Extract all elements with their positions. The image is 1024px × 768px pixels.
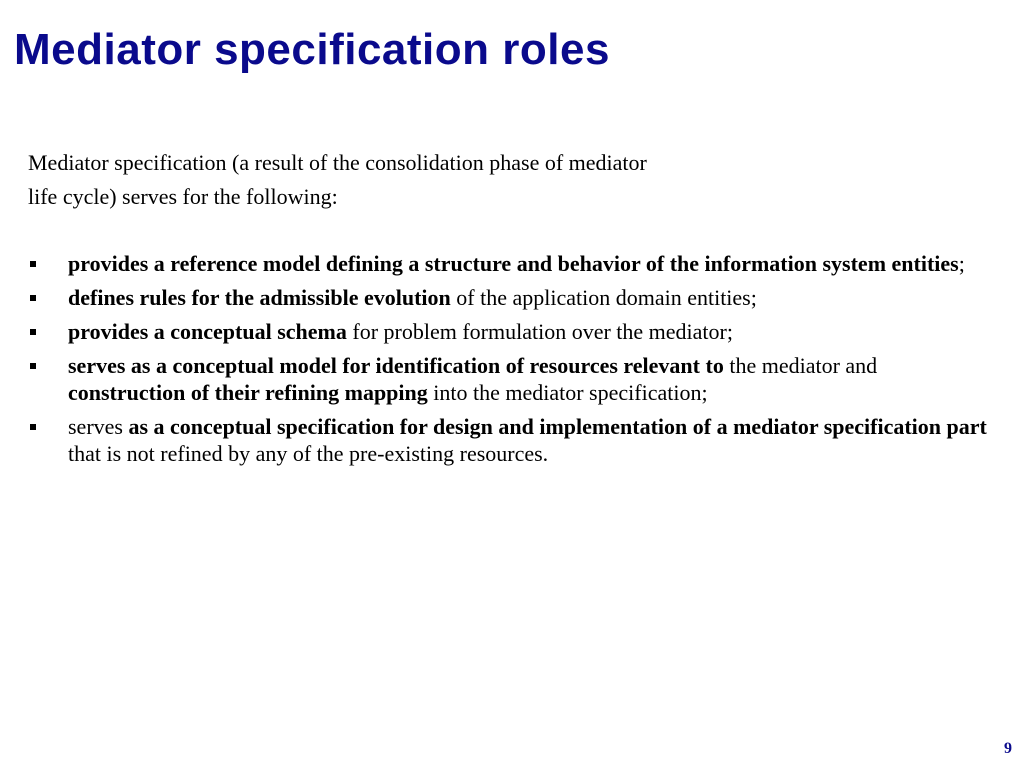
bullet-item bbox=[28, 352, 988, 406]
bullet-text: for problem formulation over the mediator; bbox=[346, 319, 733, 344]
bullet-text-bold: serves as a conceptual model for identification of resources relevant to bbox=[68, 353, 724, 378]
bullet-item bbox=[28, 284, 988, 311]
bullet-item bbox=[28, 318, 988, 345]
page-number: 9 bbox=[1004, 740, 1012, 757]
bullet-text: the mediator and bbox=[723, 353, 878, 378]
slide-title: Mediator specification roles bbox=[14, 25, 610, 74]
bullet-list bbox=[28, 250, 988, 474]
bullet-text-bold: defines rules for the admissible evolution bbox=[68, 285, 451, 310]
bullet-text-bold: as a conceptual specification for design and implementation of a mediator specification part bbox=[128, 414, 987, 439]
square-bullet-icon bbox=[30, 329, 36, 335]
bullet-text-bold: construction of their refining mapping bbox=[68, 380, 428, 405]
bullet-text: that is not refined by any of the pre-existing resources. bbox=[68, 441, 549, 466]
bullet-text-bold: provides a reference model defining a structure and behavior of the information system entities bbox=[68, 251, 959, 276]
bullet-text: ; bbox=[958, 251, 965, 276]
intro-line: Mediator specification (a result of the consolidation phase of mediator bbox=[28, 150, 647, 175]
bullet-text: into the mediator specification; bbox=[427, 380, 708, 405]
square-bullet-icon bbox=[30, 295, 36, 301]
square-bullet-icon bbox=[30, 424, 36, 430]
bullet-text-bold: provides a conceptual schema bbox=[68, 319, 347, 344]
bullet-text: of the application domain entities; bbox=[450, 285, 757, 310]
bullet-item bbox=[28, 413, 988, 467]
square-bullet-icon bbox=[30, 363, 36, 369]
intro-line: life cycle) serves for the following: bbox=[28, 184, 338, 209]
square-bullet-icon bbox=[30, 261, 36, 267]
bullet-text: serves bbox=[68, 414, 129, 439]
bullet-item bbox=[28, 250, 988, 277]
intro-paragraph bbox=[28, 146, 928, 214]
